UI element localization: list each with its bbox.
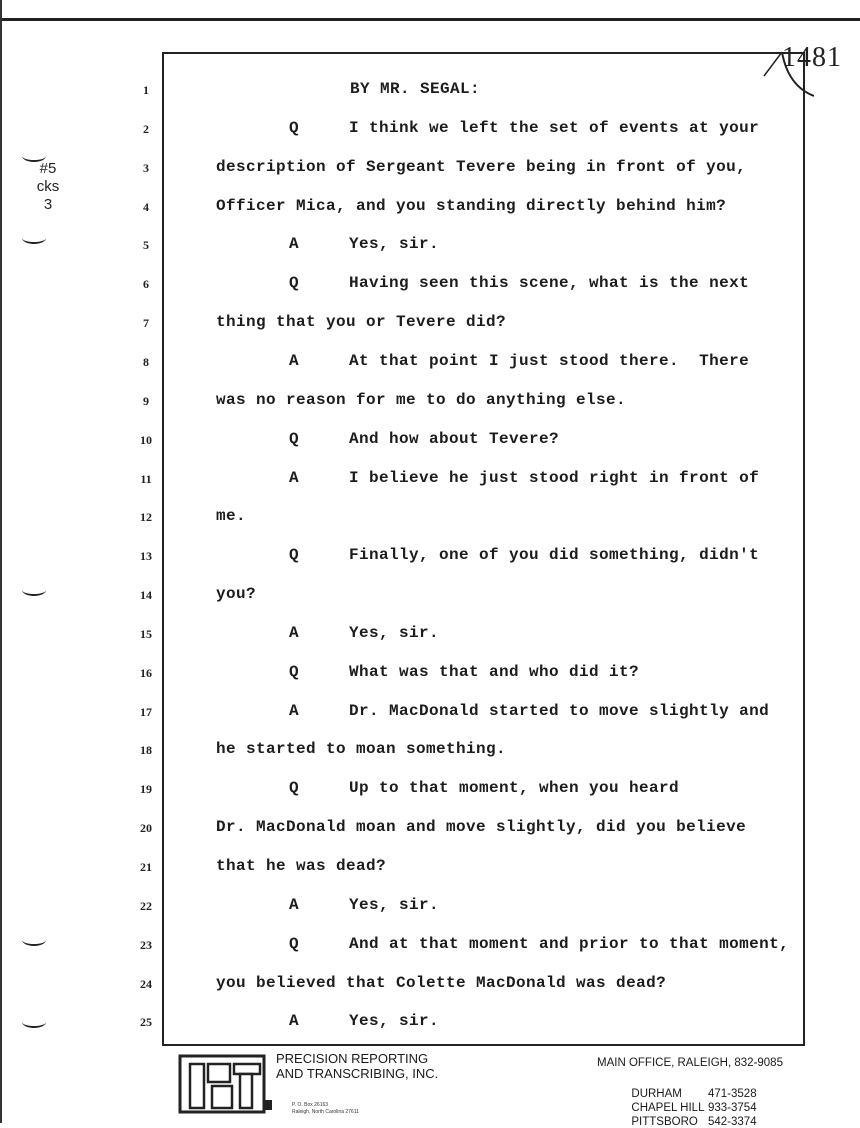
page-number: 1481 — [782, 42, 842, 73]
line-number: 3 — [143, 161, 149, 175]
transcript-line: Q And at that moment and prior to that moment, — [289, 935, 790, 953]
office-phone: 471-3528 — [708, 1088, 757, 1100]
line-number: 10 — [140, 433, 152, 447]
transcript-line: A I believe he just stood right in front of — [289, 469, 760, 487]
margin-note — [24, 160, 72, 214]
line-number: 18 — [140, 743, 152, 757]
po-box: P. O. Box 26163 — [292, 1102, 329, 1108]
line-number: 11 — [140, 472, 152, 486]
city-state: Raleigh, North Carolina 27611 — [292, 1109, 359, 1115]
transcript-line: he started to moan something. — [216, 740, 507, 758]
line-number: 23 — [140, 938, 152, 952]
transcript-line: A Yes, sir. — [289, 624, 440, 642]
line-number: 8 — [143, 355, 149, 369]
line-number: 22 — [140, 899, 152, 913]
line-number: 25 — [140, 1015, 152, 1029]
margin-note-line: 3 — [43, 196, 53, 213]
company-name-line2: AND TRANSCRIBING, INC. — [276, 1066, 439, 1081]
transcript-line: A Yes, sir. — [289, 235, 440, 253]
left-border-rule — [0, 0, 2, 1123]
transcript-line: A At that point I just stood there. There — [289, 352, 750, 370]
line-number: 13 — [140, 549, 152, 563]
transcript-line: Dr. MacDonald moan and move slightly, did you believe — [216, 818, 747, 836]
line-number: 17 — [140, 705, 152, 719]
transcript-line: thing that you or Tevere did? — [216, 313, 507, 331]
line-number: 4 — [143, 200, 149, 214]
top-border-rule — [0, 18, 860, 21]
office-city: DURHAM — [631, 1088, 682, 1100]
pt-logo — [178, 1052, 274, 1116]
transcript-line: me. — [216, 507, 247, 525]
line-number: 16 — [140, 666, 152, 680]
line-number: 21 — [140, 860, 152, 874]
line-number: 9 — [143, 394, 149, 408]
transcript-line: Q Up to that moment, when you heard — [289, 779, 680, 797]
transcript-line: Q And how about Tevere? — [289, 430, 560, 448]
transcript-line: Officer Mica, and you standing directly behind him? — [216, 197, 727, 215]
margin-bracket-mark — [22, 150, 46, 162]
company-name-line1: PRECISION REPORTING — [276, 1051, 429, 1066]
transcript-line: Q I think we left the set of events at your — [289, 119, 760, 137]
office-phone: 933-3754 — [708, 1102, 757, 1114]
line-number: 20 — [140, 821, 152, 835]
office-city: PITTSBORO — [631, 1116, 698, 1128]
line-number: 19 — [140, 782, 152, 796]
transcript-line: that he was dead? — [216, 857, 387, 875]
margin-bracket-mark — [22, 232, 46, 244]
transcript-line: Q Finally, one of you did something, didn't — [289, 546, 760, 564]
line-number: 14 — [140, 588, 152, 602]
transcript-line: description of Sergeant Tevere being in front of you, — [216, 158, 747, 176]
transcript-line: you believed that Colette MacDonald was dead? — [216, 974, 667, 992]
margin-bracket-mark — [22, 584, 46, 596]
office-phone: 542-3374 — [708, 1116, 757, 1128]
line-number: 7 — [143, 316, 149, 330]
transcript-line: was no reason for me to do anything else. — [216, 391, 627, 409]
transcript-line: you? — [216, 585, 257, 603]
line-number: 5 — [143, 238, 149, 252]
transcript-line: Q Having seen this scene, what is the next — [289, 274, 750, 292]
company-name — [276, 1051, 438, 1081]
margin-bracket-mark — [22, 1016, 46, 1028]
transcript-line: A Yes, sir. — [289, 1012, 440, 1030]
line-number: 12 — [140, 510, 152, 524]
company-address — [292, 1102, 359, 1116]
margin-note-line: #5 — [39, 160, 57, 177]
line-number: 6 — [143, 277, 149, 291]
transcript-line: Q What was that and who did it? — [289, 663, 640, 681]
line-number: 24 — [140, 977, 152, 991]
transcript-line: A Yes, sir. — [289, 896, 440, 914]
line-number: 15 — [140, 627, 152, 641]
line-number: 2 — [143, 122, 149, 136]
margin-bracket-mark — [22, 934, 46, 946]
office-city: CHAPEL HILL — [631, 1102, 705, 1114]
transcript-line: A Dr. MacDonald started to move slightly and — [289, 702, 770, 720]
transcript-line: BY MR. SEGAL: — [350, 80, 481, 98]
line-number: 1 — [143, 83, 149, 97]
margin-note-line: cks — [36, 178, 60, 195]
main-office: MAIN OFFICE, RALEIGH, 832-9085 — [597, 1057, 783, 1069]
